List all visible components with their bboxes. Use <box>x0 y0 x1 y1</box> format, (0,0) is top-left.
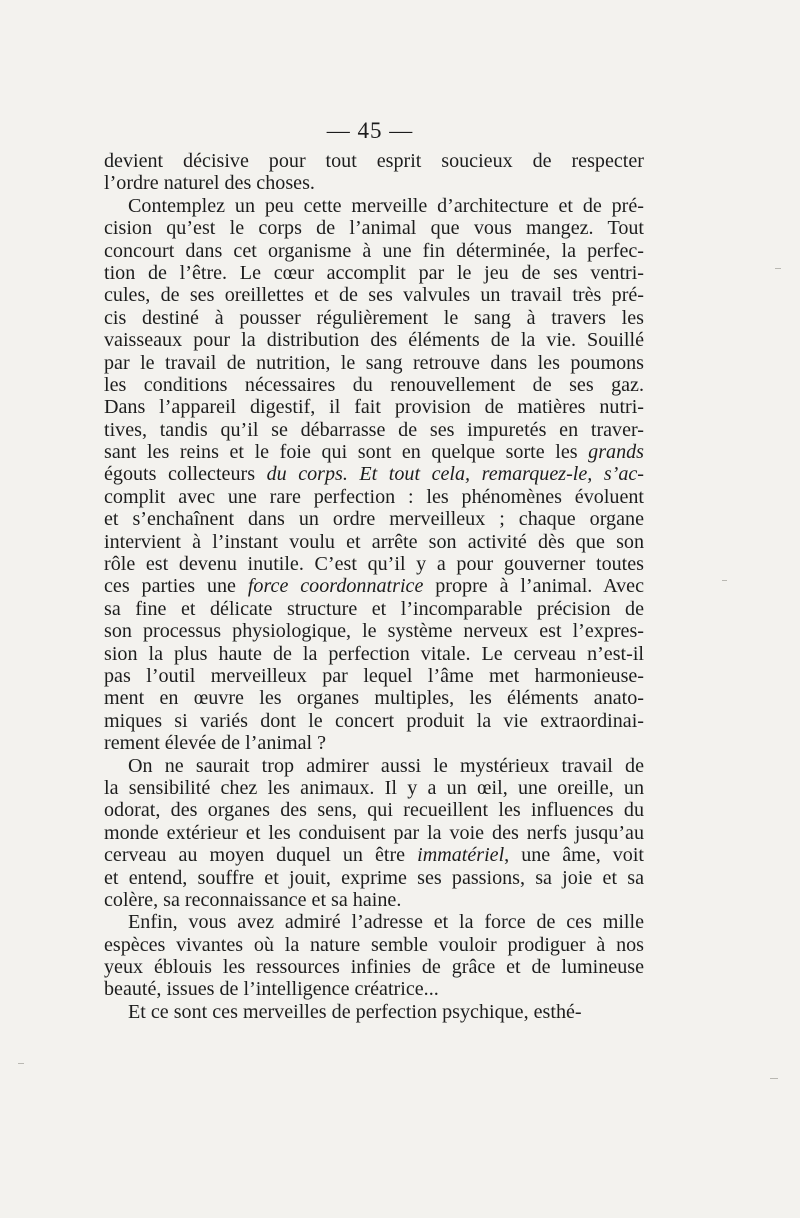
text-line <box>104 240 644 262</box>
text-line <box>104 352 644 374</box>
scan-speck <box>775 268 781 269</box>
text-line <box>104 553 644 575</box>
scan-speck <box>18 1063 24 1064</box>
text-line <box>104 934 644 956</box>
body-text <box>104 150 644 1023</box>
text-line <box>104 755 644 777</box>
text-line <box>104 978 644 1000</box>
text-line <box>104 687 644 709</box>
text-line <box>104 172 644 194</box>
text-segment: Enfin, vous avez admiré l’adresse et la force de ces mille <box>128 911 644 934</box>
text-segment: beauté, issues de l’intelligence créatrice... <box>104 978 439 1001</box>
text-line <box>104 844 644 866</box>
paragraph <box>104 195 644 755</box>
text-segment: et entend, souffre et jouit, exprime ses passions, sa joie et sa <box>104 866 644 889</box>
text-segment: rement élevée de l’animal ? <box>104 732 327 755</box>
text-line <box>104 620 644 642</box>
italic-text: du corps. Et tout cela, remarquez-le, s’ac- <box>255 463 644 486</box>
text-segment: son processus physiologique, le système nerveux est l’expres- <box>104 620 644 643</box>
paragraph <box>104 1001 644 1023</box>
text-line <box>104 441 644 463</box>
text-segment: sant les reins et le foie qui sont en quelque sorte les <box>104 441 589 464</box>
italic-text: force coordonnatrice <box>247 575 424 598</box>
text-segment: Contemplez un peu cette merveille d’architecture et de pré- <box>128 194 644 217</box>
text-line <box>104 643 644 665</box>
italic-text: immatériel <box>417 844 505 867</box>
text-line <box>104 486 644 508</box>
text-segment: , une âme, voit <box>504 844 645 867</box>
text-line <box>104 419 644 441</box>
text-line <box>104 1001 644 1023</box>
text-segment: devient décisive pour tout esprit soucieux de respecter <box>104 150 644 172</box>
text-segment: miques si variés dont le concert produit la vie extraordinai- <box>104 709 644 732</box>
text-segment: égouts collecteurs <box>104 463 256 486</box>
text-line <box>104 867 644 889</box>
text-line <box>104 195 644 217</box>
text-line <box>104 889 644 911</box>
text-segment: yeux éblouis les ressources infinies de grâce et de lumineuse <box>104 956 644 979</box>
text-line <box>104 956 644 978</box>
scan-speck <box>770 1078 778 1079</box>
text-line <box>104 799 644 821</box>
text-segment: vaisseaux pour la distribution des éléments de la vie. Souillé <box>104 329 644 352</box>
text-segment: espèces vivantes où la nature semble vouloir prodiguer à nos <box>104 933 644 956</box>
text-line <box>104 217 644 239</box>
paragraph <box>104 911 644 1001</box>
text-segment: et s’enchaînent dans un ordre merveilleux ; chaque organe <box>104 508 644 531</box>
text-line <box>104 262 644 284</box>
text-segment: ces parties une <box>104 575 248 598</box>
text-line <box>104 396 644 418</box>
text-segment: On ne saurait trop admirer aussi le mystérieux travail de <box>128 754 644 777</box>
text-segment: concourt dans cet organisme à une fin déterminée, la perfec- <box>104 239 644 262</box>
text-segment: colère, sa reconnaissance et sa haine. <box>104 888 402 911</box>
text-segment: les conditions nécessaires du renouvellement de ses gaz. <box>104 373 644 396</box>
text-line <box>104 710 644 732</box>
text-line <box>104 598 644 620</box>
paragraph <box>104 755 644 912</box>
italic-text: grands <box>588 441 644 464</box>
text-line <box>104 150 644 172</box>
text-line <box>104 374 644 396</box>
text-line <box>104 329 644 351</box>
text-segment: tion de l’être. Le cœur accomplit par le jeu de ses ventri- <box>104 261 644 284</box>
text-line <box>104 732 644 754</box>
scan-speck <box>722 580 727 581</box>
text-segment: sion la plus haute de la perfection vitale. Le cerveau n’est-il <box>104 642 644 665</box>
text-segment: par le travail de nutrition, le sang retrouve dans les poumons <box>104 351 644 374</box>
text-segment: intervient à l’instant voulu et arrête son activité dès que son <box>104 530 644 553</box>
text-segment: Et ce sont ces merveilles de perfection psychique, esthé- <box>128 1000 582 1023</box>
text-segment: rôle est devenu inutile. C’est qu’il y a pour gouverner toutes <box>104 553 644 576</box>
text-segment: cision qu’est le corps de l’animal que vous mangez. Tout <box>104 217 644 240</box>
paragraph <box>104 150 644 195</box>
text-line <box>104 911 644 933</box>
text-segment: monde extérieur et les conduisent par la voie des nerfs jusqu’au <box>104 821 644 844</box>
text-segment: sa fine et délicate structure et l’incomparable précision de <box>104 597 644 620</box>
page-number: — 45 — <box>326 118 414 143</box>
text-segment: ment en œuvre les organes multiples, les éléments anato- <box>104 687 644 710</box>
text-line <box>104 463 644 485</box>
text-segment: tives, tandis qu’il se débarrasse de ses impuretés en traver- <box>104 418 644 441</box>
text-line <box>104 665 644 687</box>
text-line <box>104 508 644 530</box>
text-line <box>104 575 644 597</box>
text-segment: l’ordre naturel des choses. <box>104 172 315 195</box>
text-segment: la sensibilité chez les animaux. Il y a un œil, une oreille, un <box>104 776 644 799</box>
text-line <box>104 284 644 306</box>
text-line <box>104 777 644 799</box>
text-line <box>104 307 644 329</box>
text-line <box>104 822 644 844</box>
text-line <box>104 531 644 553</box>
text-segment: cules, de ses oreillettes et de ses valvules un travail très pré- <box>104 284 644 307</box>
text-segment: pas l’outil merveilleux par lequel l’âme met harmonieuse- <box>104 664 644 687</box>
text-segment: complit avec une rare perfection : les phénomènes évoluent <box>104 485 644 508</box>
text-segment: cis destiné à pousser régulièrement le sang à travers les <box>104 306 644 329</box>
text-segment: propre à l’animal. Avec <box>423 575 644 598</box>
text-segment: odorat, des organes des sens, qui recueillent les influences du <box>104 799 644 822</box>
text-segment: cerveau au moyen duquel un être <box>104 844 418 867</box>
text-segment: Dans l’appareil digestif, il fait provision de matières nutri- <box>104 396 644 419</box>
